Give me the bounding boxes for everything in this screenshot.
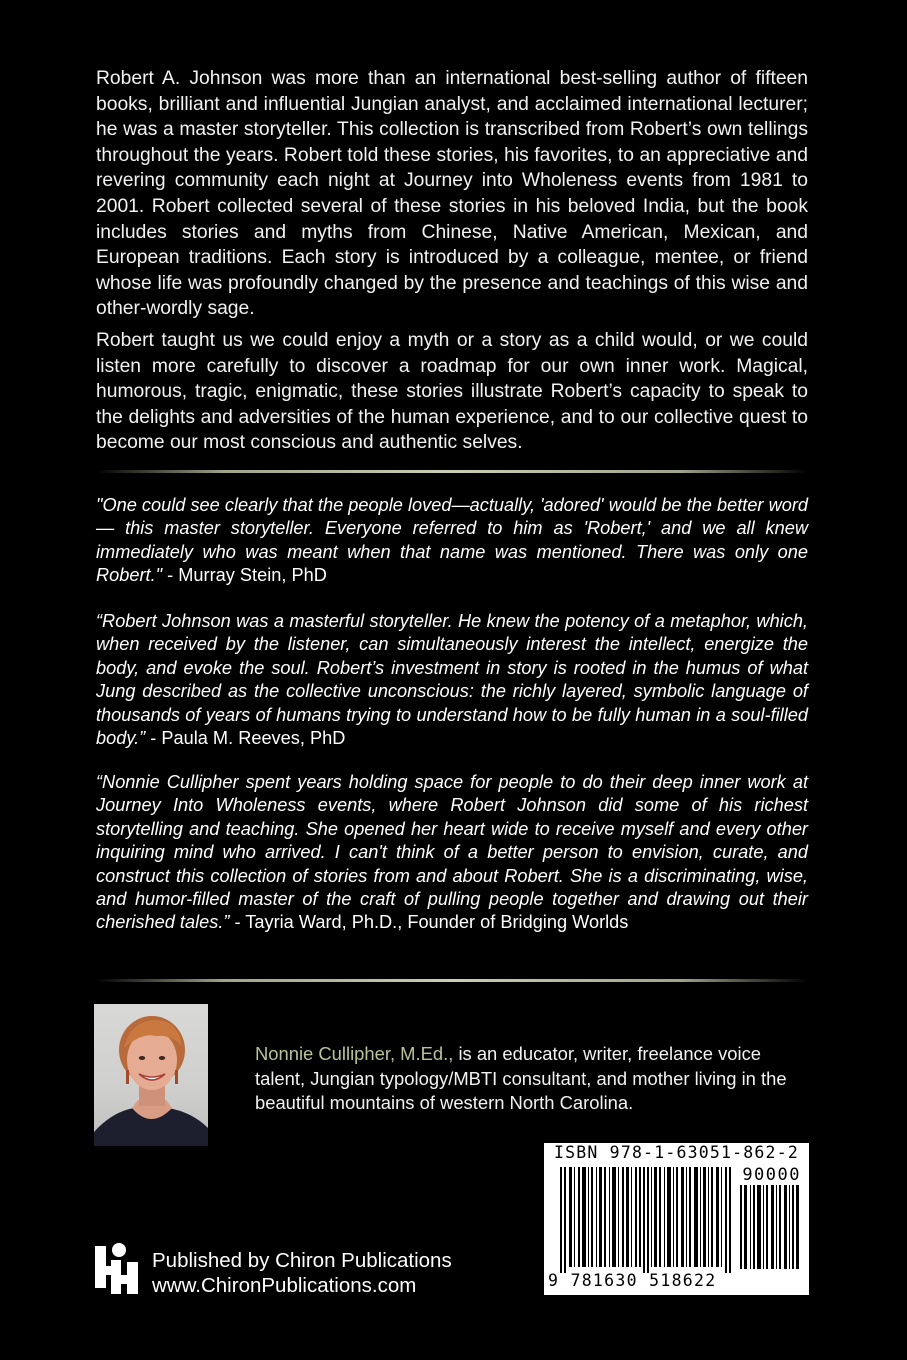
addon-barcode-bars (740, 1185, 802, 1269)
endorsement-quote: "One could see clearly that the people loved—actually, 'adored' would be the better word — this master storyteller. Everyone referred to him as 'Robert,' and we all knew immediately who was meant when that name was mentioned. There was only one Robert." (96, 495, 808, 586)
author-bio-text: is an educator, writer, freelance voice talent, Jungian typology/MBTI consultant, and mother living in the beautiful mountains of western North Carolina. (255, 1043, 787, 1114)
endorsement-attribution: - Paula M. Reeves, PhD (145, 728, 346, 749)
divider-rule (96, 979, 808, 982)
author-bio (255, 1042, 810, 1116)
price-code: 90000 (742, 1165, 801, 1185)
endorsement-attribution: - Murray Stein, PhD (162, 565, 327, 586)
divider-rule (96, 470, 808, 473)
endorsement-3 (96, 771, 808, 935)
endorsement-quote: “Nonnie Cullipher spent years holding space for people to do their deep inner work at Journey Into Wholeness events, where Robert Johnson did some of his richest storytelling and teaching. She opened her heart wide to receive myself and every other inquiring mind who arrived. I can't think of a better person to envision, curate, and construct this collection of stories from and about Robert. She is a discriminating, wise, and humor-filled master of the craft of pulling people together and drawing out their cherished tales.” (96, 772, 808, 933)
chiron-logo-icon (95, 1242, 143, 1296)
description-paragraph-1: Robert A. Johnson was more than an international best-selling author of fifteen books, brilliant and influential Jungian analyst, and acclaimed international lecturer; he was a master storyteller. This collection is transcribed from Robert’s own tellings throughout the years. Robert told these stories, his favorites, to an appreciative and revering community each night at Journey into Wholeness events from 1981 to 2001. Robert collected several of these stories in his beloved India, but the book includes stories and myths from Chinese, Native American, Mexican, and European traditions. Each story is introduced by a colleague, mentee, or friend whose life was profoundly changed by the presence and teachings of this wise and other-wordly sage. (96, 68, 808, 320)
isbn-label: ISBN 978-1-63051-862-2 (554, 1143, 799, 1162)
endorsement-1 (96, 494, 808, 588)
description-paragraph-2: Robert taught us we could enjoy a myth or a story as a child would, or we could listen more carefully to discover a roadmap for our own inner work. Magical, humorous, tragic, enigmatic, these stories illustrate Robert’s capacity to speak to the delights and adversities of the human experience, and to our collective quest to become our most conscious and authentic selves. (96, 330, 808, 454)
isbn-barcode (544, 1143, 809, 1295)
ean-barcode-bars (560, 1167, 732, 1273)
endorsement-attribution: - Tayria Ward, Ph.D., Founder of Bridging Worlds (229, 912, 629, 933)
publisher-website: www.ChironPublications.com (152, 1274, 417, 1297)
author-photo (94, 1004, 208, 1146)
endorsement-quote: “Robert Johnson was a masterful storyteller. He knew the potency of a metaphor, which, when received by the listener, can simultaneously interest the intellect, energize the body, and evoke the soul. Robert’s investment in story is rooted in the humus of what Jung described as the collective unconscious: the richly layered, symbolic language of thousands of years of humans trying to understand how to be fully human in a soul-filled body.” (96, 611, 808, 749)
publisher-name: Published by Chiron Publications (152, 1249, 452, 1272)
author-name: Nonnie Cullipher (255, 1043, 390, 1064)
author-portrait-illustration (94, 1004, 208, 1146)
publisher-info (152, 1248, 452, 1298)
endorsement-2 (96, 610, 808, 750)
author-credential: , M.Ed., (389, 1043, 454, 1064)
ean-digits: 9 781630 518622 (548, 1271, 717, 1290)
